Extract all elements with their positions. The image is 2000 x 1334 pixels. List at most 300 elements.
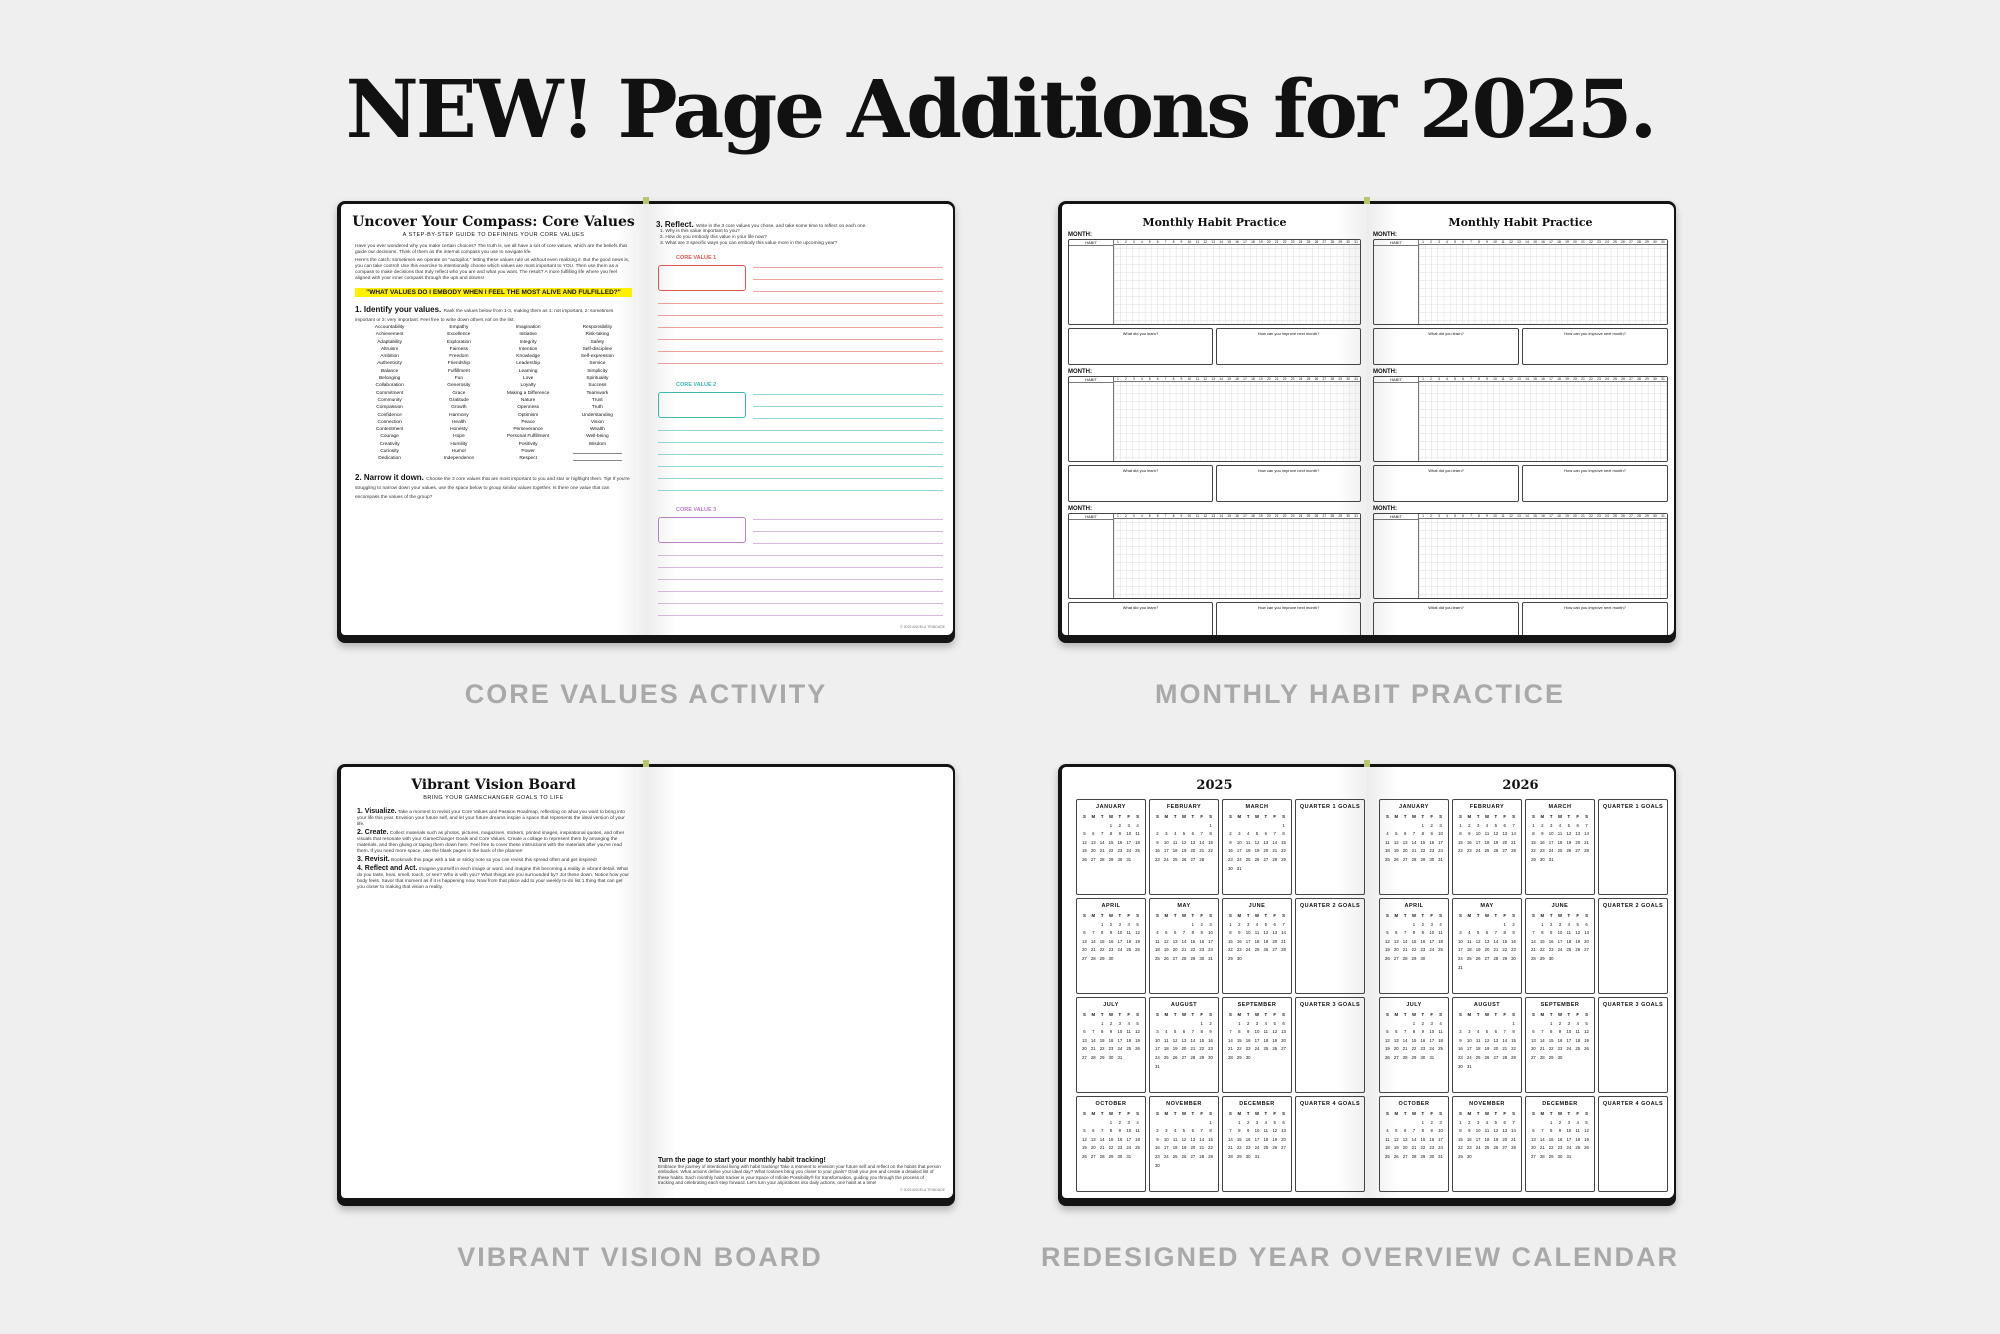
calendar-day: 26: [1272, 1046, 1278, 1052]
day-number: 15: [1533, 377, 1537, 381]
calendar-day: 27: [1402, 856, 1408, 862]
month-calendar: [1379, 997, 1449, 1093]
weekday-header: S: [1082, 1012, 1086, 1017]
calendar-day: 11: [1385, 839, 1390, 845]
calendar-day: 19: [1385, 947, 1390, 953]
calendar-day: 27: [1082, 1054, 1087, 1060]
calendar-day: 21: [1493, 947, 1499, 953]
day-number: 25: [1613, 377, 1617, 381]
weekday-header: S: [1531, 1012, 1535, 1017]
core-values-highlight: "WHAT VALUES DO I EMBODY WHEN I FEEL THE MOST ALIVE AND FULFILLED?": [355, 288, 632, 297]
calendar-day: 14: [1402, 938, 1408, 944]
calendar-day: 19: [1385, 1046, 1390, 1052]
quarter-goals-label: QUARTER 3 GOALS: [1602, 1002, 1664, 1008]
calendar-day: 21: [1411, 848, 1417, 854]
calendar-year-title: 2026: [1502, 778, 1539, 793]
calendar-day: 17: [1163, 848, 1169, 854]
calendar-day: 18: [1172, 1145, 1178, 1151]
calendar-day: 27: [1190, 856, 1196, 862]
day-number: 10: [1493, 377, 1497, 381]
month-days: [1529, 1012, 1591, 1060]
day-number: 10: [1493, 514, 1497, 518]
value-item: Ambition: [380, 354, 399, 360]
weekday-header: M: [1467, 1111, 1472, 1116]
calendar-day: 1: [1532, 822, 1535, 828]
calendar-day: 12: [1484, 1037, 1490, 1043]
month-name: SEPTEMBER: [1540, 1002, 1580, 1008]
day-number: 8: [1478, 514, 1480, 518]
calendar-day: 18: [1484, 839, 1490, 845]
calendar-day: 20: [1090, 1145, 1096, 1151]
weekday-header: T: [1476, 913, 1480, 918]
calendar-day: 13: [1082, 938, 1087, 944]
value-item: Intention: [518, 346, 538, 352]
day-number: 26: [1621, 240, 1625, 244]
calendar-day: 14: [1199, 839, 1205, 845]
calendar-day: 17: [1236, 848, 1242, 854]
calendar-day: 20: [1281, 1037, 1286, 1043]
day-number: 26: [1314, 377, 1319, 381]
calendar-day: 5: [1264, 921, 1268, 927]
calendar-day: 20: [1484, 947, 1490, 953]
calendar-day: 13: [1584, 930, 1589, 936]
vision-right-page: [646, 767, 953, 1198]
habit-reflection: [1068, 465, 1361, 502]
month-days: [1080, 1111, 1142, 1159]
month-days: [1383, 1111, 1445, 1159]
calendar-day: 23: [1245, 1145, 1251, 1151]
calendar-day: 26: [1163, 955, 1169, 961]
calendar-day: 24: [1236, 856, 1242, 862]
weekday-header: S: [1155, 1012, 1159, 1017]
calendar-day: 2: [1512, 921, 1515, 927]
calendar-day: 12: [1575, 930, 1581, 936]
day-number: 15: [1227, 240, 1231, 244]
day-number: 3: [1438, 240, 1440, 244]
calendar-day: 17: [1208, 938, 1213, 944]
calendar-day: 7: [1200, 831, 1203, 837]
calendar-day: 6: [1576, 822, 1579, 828]
calendar-day: 7: [1092, 1029, 1095, 1035]
calendar-day: 28: [1228, 1054, 1233, 1060]
day-header: [1419, 240, 1667, 245]
calendar-day: 18: [1126, 938, 1132, 944]
calendar-day: 12: [1385, 938, 1390, 944]
day-number: 23: [1290, 377, 1295, 381]
calendar-day: 30: [1458, 1063, 1463, 1069]
value-item: Humor: [451, 449, 467, 455]
month-calendar: [1379, 799, 1449, 895]
calendar-day: 28: [1228, 1153, 1233, 1159]
habit-column-header: HABIT: [1374, 514, 1418, 520]
calendar-day: 16: [1245, 1136, 1251, 1142]
calendar-day: 8: [1200, 1029, 1203, 1035]
month-calendar: [1222, 799, 1292, 895]
calendar-day: 28: [1584, 848, 1589, 854]
calendar-day: 12: [1475, 938, 1481, 944]
calendar-day: 1: [1229, 921, 1232, 927]
caption-core-values: CORE VALUES ACTIVITY: [464, 679, 828, 709]
writing-line: [658, 431, 943, 443]
value-item: Risk-taking: [585, 332, 610, 338]
calendar-day: 6: [1395, 930, 1398, 936]
calendar-day: 3: [1476, 1119, 1480, 1125]
calendar-day: 25: [1566, 947, 1572, 953]
calendar-day: 24: [1254, 1145, 1260, 1151]
step-3-question-2: 2. How do you embody this value in your life now?: [660, 235, 767, 240]
calendar-day: 3: [1165, 1128, 1168, 1134]
habit-intro-text: Turn the page to start your monthly habit tracking! Embrace the journey of intentional living with habit tracking! Take a moment to envision your future self and reflect on the habits that person embodies. What actions define your ideal day? What routines bring you closer to your goals? Grab your pen and create a detailed list of these habits. Each monthly habit tracker is your Space of Infinite Possibility® for transformation, guiding you through the process of tracking and celebrating each step forward. Let's turn your aspirations into daily actions, one habit at a time!: [658, 1157, 941, 1186]
value-item: Respect: [519, 456, 537, 462]
calendar-day: 28: [1493, 955, 1499, 961]
calendar-day: 2: [1238, 921, 1241, 927]
habit-month-block: [1373, 232, 1668, 365]
weekday-header: T: [1494, 1111, 1498, 1116]
day-number: 20: [1573, 377, 1577, 381]
calendar-day: 9: [1246, 1029, 1250, 1035]
day-number: 9: [1180, 240, 1183, 244]
calendar-day: 24: [1208, 947, 1213, 953]
value-item: Grace: [452, 390, 466, 396]
month-name: APRIL: [1404, 903, 1424, 909]
value-item: Connection: [377, 419, 402, 425]
calendar-day: 23: [1155, 856, 1160, 862]
weekday-header: T: [1118, 913, 1122, 918]
calendar-day: 30: [1466, 1153, 1472, 1159]
vision-step-4: 4. Reflect and Act. Imagine yourself in each image or word, and imagine this becoming a reality in vibrant detail. What do you taste, hear, smell, touch, or see? Who is with you? What things are you surrounded by? Jot these down. Notice how your body feels. Savor that moment as if it is happening now. Now from that place add to your weekly to-do list 1 thing that can get you closer to making that vision a reality.: [357, 865, 629, 890]
calendar-day: 3: [1165, 831, 1168, 837]
value-item: Responsibility: [582, 325, 613, 330]
calendar-day: 29: [1190, 955, 1196, 961]
calendar-day: 13: [1172, 938, 1178, 944]
month-calendar: [1222, 997, 1292, 1093]
calendar-day: 20: [1502, 839, 1508, 845]
value-item: Harmony: [449, 412, 469, 418]
weekday-header: T: [1421, 1012, 1425, 1017]
weekday-header: T: [1191, 913, 1195, 918]
calendar-day: 29: [1420, 1153, 1426, 1159]
core-values-planner-spread: [337, 201, 955, 643]
calendar-day: 16: [1199, 938, 1205, 944]
day-number: 20: [1266, 377, 1271, 381]
day-header: [1114, 240, 1360, 245]
calendar-day: 17: [1117, 1037, 1123, 1043]
month-days: [1226, 1012, 1288, 1060]
calendar-day: 2: [1229, 831, 1232, 837]
weekday-header: T: [1421, 913, 1425, 918]
day-number: 29: [1338, 514, 1343, 518]
habit-column-header: HABIT: [1069, 514, 1113, 520]
calendar-day: 20: [1281, 1136, 1286, 1142]
day-number: 16: [1235, 514, 1239, 518]
weekday-header: W: [1181, 913, 1187, 918]
calendar-day: 11: [1467, 938, 1472, 944]
calendar-day: 25: [1172, 856, 1178, 862]
calendar-day: 30: [1228, 865, 1233, 871]
calendar-day: 19: [1584, 1037, 1589, 1043]
calendar-day: 30: [1429, 1153, 1435, 1159]
calendar-day: 10: [1254, 1029, 1260, 1035]
core-value-3-lines: [658, 508, 943, 616]
calendar-day: 9: [1238, 930, 1241, 936]
calendar-day: 5: [1273, 1119, 1276, 1125]
value-item: Commitment: [376, 390, 404, 396]
day-number: 4: [1140, 240, 1143, 244]
calendar-day: 5: [1273, 1020, 1276, 1026]
month-days: [1153, 814, 1215, 862]
calendar-day: 4: [1165, 1029, 1168, 1035]
calendar-day: 27: [1172, 955, 1178, 961]
calendar-day: 15: [1281, 839, 1286, 845]
calendar-day: 24: [1438, 848, 1443, 854]
day-number: 1: [1422, 514, 1424, 518]
value-item: Power: [521, 449, 535, 455]
day-number: 26: [1621, 514, 1625, 518]
vision-board-planner-spread: [337, 764, 955, 1206]
weekday-header: W: [1484, 1012, 1490, 1017]
habit-grid: [1373, 513, 1668, 599]
weekday-header: T: [1476, 814, 1480, 819]
calendar-day: 19: [1393, 1145, 1399, 1151]
weekday-header: M: [1237, 1012, 1242, 1017]
calendar-day: 23: [1557, 1046, 1563, 1052]
calendar-day: 2: [1421, 1020, 1425, 1026]
calendar-day: 8: [1412, 1029, 1416, 1035]
calendar-day: 24: [1117, 947, 1123, 953]
month-calendar: [1076, 799, 1146, 895]
day-number: 29: [1645, 377, 1649, 381]
day-number: 16: [1541, 514, 1545, 518]
calendar-day: 26: [1135, 1046, 1140, 1052]
quarter-goals-label: QUARTER 1 GOALS: [1299, 804, 1361, 810]
calendar-day: 2: [1109, 921, 1113, 927]
calendar-day: 27: [1181, 1054, 1187, 1060]
quarter-goals-box: [1598, 898, 1668, 994]
calendar-day: 12: [1263, 930, 1269, 936]
quarter-goals-label: QUARTER 1 GOALS: [1602, 804, 1664, 810]
calendar-day: 7: [1532, 930, 1535, 936]
habit-page-title: Monthly Habit Practice: [1142, 216, 1287, 229]
weekday-header: T: [1403, 1012, 1407, 1017]
calendar-day: 5: [1395, 1128, 1398, 1134]
weekday-header: S: [1136, 913, 1139, 918]
calendar-day: 28: [1411, 856, 1417, 862]
calendar-day: 16: [1155, 1145, 1160, 1151]
calendar-day: 5: [1576, 921, 1579, 927]
calendar-day: 21: [1090, 947, 1096, 953]
calendar-day: 18: [1263, 1037, 1269, 1043]
weekday-header: S: [1585, 1012, 1588, 1017]
habit-grid: [1068, 513, 1361, 599]
calendar-day: 10: [1438, 831, 1443, 837]
calendar-day: 5: [1494, 822, 1498, 828]
calendar-day: 10: [1475, 831, 1481, 837]
habit-grid: [1373, 376, 1668, 462]
month-calendar: [1525, 898, 1595, 994]
calendar-day: 6: [1403, 831, 1407, 837]
weekday-header: F: [1430, 1012, 1434, 1017]
calendar-day: 7: [1092, 930, 1095, 936]
calendar-day: 25: [1245, 856, 1251, 862]
calendar-day: 25: [1254, 947, 1260, 953]
calendar-day: 27: [1493, 1054, 1499, 1060]
improve-box: How can you improve next month?: [1522, 328, 1668, 365]
calendar-day: 12: [1493, 1128, 1499, 1134]
calendar-day: 8: [1100, 1029, 1104, 1035]
calendar-day: 29: [1411, 1054, 1417, 1060]
day-number: 15: [1533, 240, 1537, 244]
calendar-day: 22: [1411, 1046, 1417, 1052]
calendar-day: 26: [1566, 848, 1572, 854]
calendar-day: 10: [1566, 1128, 1572, 1134]
calendar-day: 22: [1099, 1046, 1105, 1052]
calendar-day: 30: [1108, 1054, 1114, 1060]
calendar-day: 30: [1429, 856, 1435, 862]
calendar-day: 28: [1281, 947, 1286, 953]
weekday-header: M: [1164, 1111, 1169, 1116]
day-number: 18: [1251, 514, 1255, 518]
calendar-day: 18: [1155, 947, 1160, 953]
weekday-header: T: [1246, 913, 1250, 918]
calendar-day: 28: [1502, 1054, 1508, 1060]
quarter-goals-box: [1598, 997, 1668, 1093]
day-number: 24: [1298, 240, 1303, 244]
calendar-day: 24: [1475, 848, 1481, 854]
calendar-day: 24: [1475, 1145, 1481, 1151]
calendar-day: 10: [1475, 1128, 1481, 1134]
calendar-day: 6: [1585, 921, 1588, 927]
day-number: 8: [1478, 240, 1480, 244]
day-number: 17: [1549, 514, 1553, 518]
weekday-header: F: [1576, 814, 1580, 819]
writing-line: [658, 580, 943, 592]
day-number: 10: [1187, 240, 1192, 244]
month-name: JANUARY: [1096, 804, 1126, 810]
day-number: 31: [1354, 514, 1358, 518]
day-number: 12: [1203, 377, 1208, 381]
weekday-header: F: [1200, 1111, 1204, 1116]
calendar-day: 9: [1109, 930, 1113, 936]
weekday-header: S: [1439, 814, 1442, 819]
calendar-day: 30: [1420, 1054, 1426, 1060]
calendar-day: 10: [1548, 831, 1554, 837]
calendar-day: 19: [1475, 947, 1481, 953]
day-number: 29: [1338, 377, 1343, 381]
day-number: 28: [1637, 240, 1641, 244]
weekday-header: S: [1512, 1012, 1515, 1017]
month-calendar: [1076, 898, 1146, 994]
habit-month-block: [1068, 232, 1361, 365]
calendar-day: 12: [1584, 1029, 1589, 1035]
calendar-day: 4: [1558, 822, 1562, 828]
weekday-header: T: [1191, 1111, 1195, 1116]
calendar-day: 16: [1117, 1136, 1123, 1142]
calendar-day: 16: [1466, 839, 1472, 845]
weekday-header: S: [1385, 913, 1389, 918]
calendar-day: 6: [1282, 1119, 1285, 1125]
month-days: [1456, 913, 1518, 970]
calendar-day: 10: [1254, 1128, 1260, 1134]
writing-line: [753, 280, 943, 292]
weekday-header: T: [1118, 1012, 1122, 1017]
day-number: 20: [1266, 514, 1271, 518]
calendar-day: 31: [1548, 856, 1554, 862]
core-values-left-page: [341, 204, 646, 635]
day-number: 17: [1243, 240, 1247, 244]
vision-subtitle: BRING YOUR GAMECHANGER GOALS TO LIFE: [423, 795, 564, 801]
improve-box: How can you improve next month?: [1216, 328, 1361, 365]
calendar-day: 12: [1181, 1136, 1187, 1142]
calendar-day: 22: [1281, 848, 1286, 854]
month-name: AUGUST: [1170, 1002, 1198, 1008]
month-days: [1456, 814, 1518, 853]
month-calendar: [1222, 1096, 1292, 1192]
day-number: 7: [1164, 377, 1167, 381]
writing-line: [658, 568, 943, 580]
weekday-header: S: [1585, 1111, 1588, 1116]
weekday-header: M: [1540, 1111, 1545, 1116]
calendar-day: 21: [1281, 938, 1286, 944]
calendar-day: 7: [1494, 930, 1498, 936]
calendar-day: 1: [1209, 1119, 1212, 1125]
value-item: Integrity: [519, 339, 537, 345]
calendar-day: 13: [1502, 1128, 1508, 1134]
weekday-header: S: [1385, 814, 1389, 819]
calendar-day: 16: [1539, 839, 1545, 845]
day-number: 31: [1661, 514, 1665, 518]
weekday-header: T: [1549, 1012, 1553, 1017]
calendar-day: 29: [1236, 1054, 1242, 1060]
writing-line: [753, 532, 943, 544]
weekday-header: M: [1091, 913, 1096, 918]
calendar-day: 26: [1181, 856, 1187, 862]
calendar-day: 16: [1155, 848, 1160, 854]
calendar-day: 14: [1493, 938, 1499, 944]
day-number: 8: [1172, 514, 1175, 518]
calendar-day: 25: [1484, 1145, 1490, 1151]
calendar-day: 19: [1181, 1145, 1187, 1151]
calendar-day: 30: [1155, 1162, 1160, 1168]
calendar-day: 24: [1458, 955, 1463, 961]
month-days: [1080, 1012, 1142, 1060]
vision-left-page: [341, 767, 646, 1198]
calendar-day: 4: [1485, 1119, 1489, 1125]
day-number: 11: [1195, 514, 1200, 518]
day-number: 28: [1330, 514, 1335, 518]
calendar-day: 1: [1209, 822, 1212, 828]
step-3-heading: 3. Reflect. Write in the 3 core values you chose, and take some time to reflect on each one.: [656, 220, 867, 229]
value-item: Perseverance: [513, 427, 543, 433]
value-item: Community: [377, 397, 402, 403]
value-item: Vision: [590, 419, 604, 425]
day-number: 6: [1462, 240, 1464, 244]
value-item: Initiative: [519, 332, 537, 338]
day-number: 30: [1653, 514, 1657, 518]
calendar-day: 23: [1245, 1046, 1251, 1052]
weekday-header: T: [1100, 1012, 1104, 1017]
calendar-day: 10: [1117, 930, 1123, 936]
habit-right-page: [1367, 204, 1674, 635]
day-number: 26: [1314, 514, 1319, 518]
calendar-day: 3: [1549, 822, 1553, 828]
calendar-day: 14: [1502, 1037, 1508, 1043]
calendar-day: 23: [1557, 1145, 1563, 1151]
calendar-day: 13: [1263, 839, 1269, 845]
value-item: Leadership: [516, 361, 540, 367]
value-item: Success: [588, 383, 607, 389]
calendar-day: 1: [1421, 1119, 1425, 1125]
calendar-left-page: [1062, 767, 1367, 1198]
